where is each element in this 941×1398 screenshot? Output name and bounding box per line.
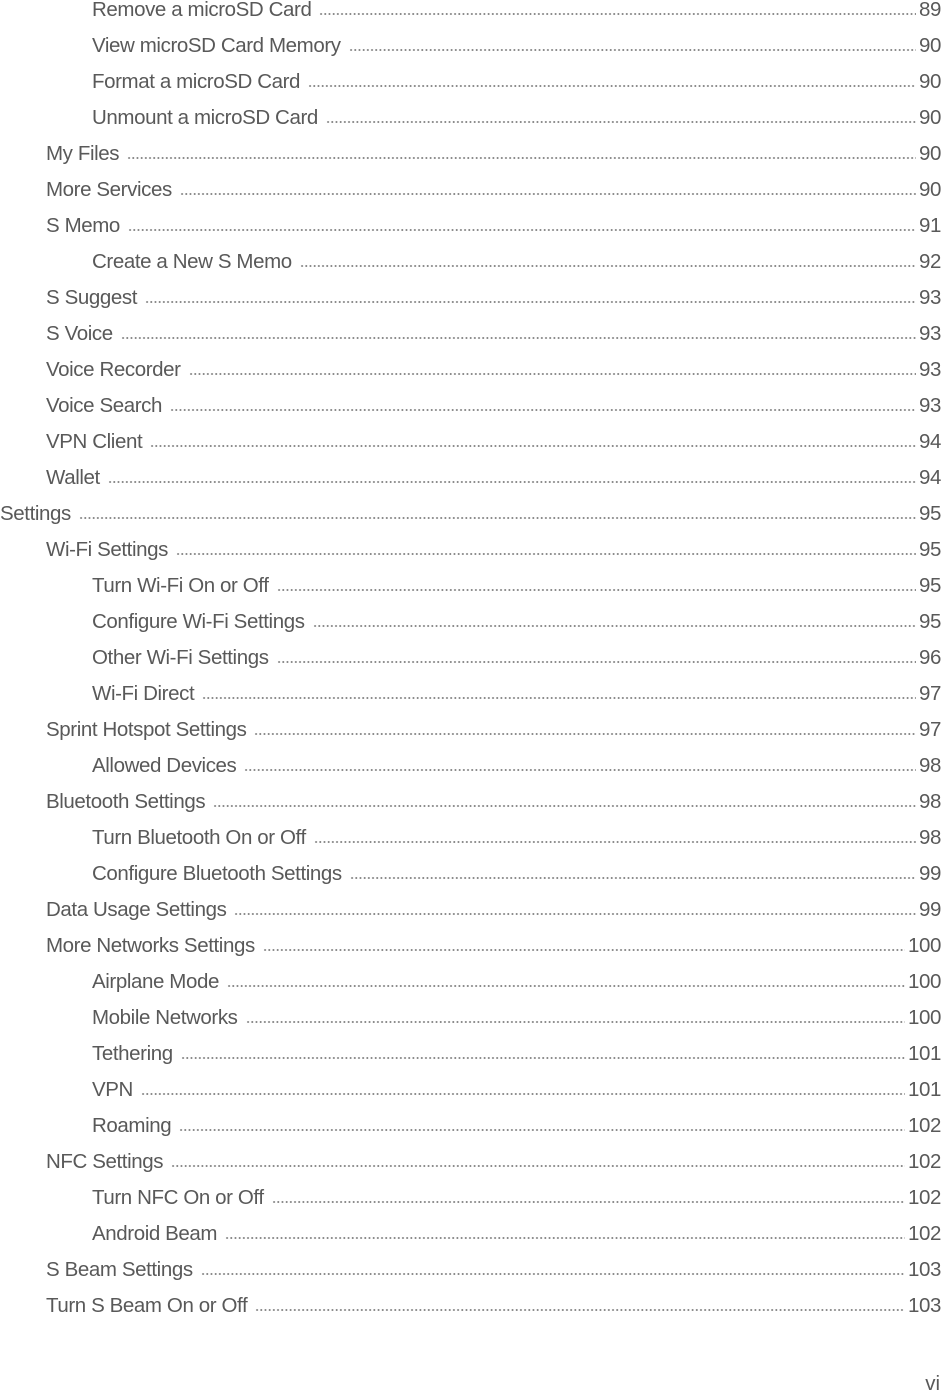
dot-leader (79, 517, 916, 519)
toc-entry[interactable] (0, 964, 941, 1000)
dot-leader (314, 841, 916, 843)
toc-entry-title: NFC Settings (46, 1150, 164, 1173)
toc-entry-title: Data Usage Settings (46, 898, 227, 921)
toc-entry-title: View microSD Card Memory (92, 34, 341, 57)
toc-entry[interactable] (0, 28, 941, 64)
toc-entry-title: Settings (0, 502, 71, 525)
dot-leader (225, 1237, 905, 1239)
toc-entry-page-number: 94 (918, 466, 941, 489)
toc-entry-page-number: 102 (907, 1150, 941, 1173)
dot-leader (308, 85, 916, 87)
toc-entry-title: S Memo (46, 214, 120, 237)
toc-entry-title: Format a microSD Card (92, 70, 301, 93)
toc-entry-title: Tethering (92, 1042, 173, 1065)
toc-entry[interactable] (0, 1288, 941, 1324)
toc-entry-page-number: 95 (918, 610, 941, 633)
toc-entry-title: S Voice (46, 322, 113, 345)
page-number: vi (925, 1372, 940, 1395)
dot-leader (263, 949, 905, 951)
toc-entry[interactable] (0, 1036, 941, 1072)
toc-entry[interactable] (0, 136, 941, 172)
toc-entry[interactable] (0, 712, 941, 748)
toc-entry-page-number: 93 (918, 358, 941, 381)
toc-entry-title: VPN Client (46, 430, 143, 453)
toc-entry[interactable] (0, 1000, 941, 1036)
toc-entry-title: Wallet (46, 466, 100, 489)
toc-entry-page-number: 100 (907, 934, 941, 957)
toc-entry-title: Voice Recorder (46, 358, 181, 381)
dot-leader (272, 1201, 905, 1203)
dot-leader (319, 13, 916, 15)
toc-entry-title: More Services (46, 178, 172, 201)
toc-entry-page-number: 99 (918, 862, 941, 885)
toc-entry-title: Bluetooth Settings (46, 790, 206, 813)
dot-leader (234, 913, 916, 915)
toc-entry-page-number: 93 (918, 394, 941, 417)
toc-entry[interactable] (0, 1180, 941, 1216)
toc-entry[interactable] (0, 1072, 941, 1108)
dot-leader (201, 1273, 905, 1275)
toc-entry-page-number: 99 (918, 898, 941, 921)
toc-entry-page-number: 100 (907, 970, 941, 993)
dot-leader (202, 697, 916, 699)
toc-entry-page-number: 95 (918, 502, 941, 525)
toc-entry-title: Sprint Hotspot Settings (46, 718, 247, 741)
toc-entry-page-number: 102 (907, 1222, 941, 1245)
toc-entry-title: Voice Search (46, 394, 162, 417)
toc-entry[interactable] (0, 892, 941, 928)
toc-entry-title: Airplane Mode (92, 970, 219, 993)
toc-entry[interactable] (0, 532, 941, 568)
dot-leader (141, 1093, 905, 1095)
dot-leader (181, 1057, 905, 1059)
toc-entry-page-number: 90 (918, 34, 941, 57)
toc-entry[interactable] (0, 280, 941, 316)
dot-leader (128, 229, 916, 231)
toc-entry[interactable] (0, 1144, 941, 1180)
toc-entry[interactable] (0, 784, 941, 820)
toc-entry-page-number: 93 (918, 322, 941, 345)
dot-leader (313, 625, 916, 627)
toc-entry[interactable] (0, 820, 941, 856)
toc-entry-page-number: 95 (918, 538, 941, 561)
toc-entry[interactable] (0, 856, 941, 892)
toc-entry-page-number: 93 (918, 286, 941, 309)
toc-entry[interactable] (0, 64, 941, 100)
dot-leader (213, 805, 916, 807)
dot-leader (180, 193, 916, 195)
toc-entry[interactable] (0, 748, 941, 784)
toc-entry-title: Wi-Fi Settings (46, 538, 168, 561)
dot-leader (121, 337, 916, 339)
dot-leader (326, 121, 916, 123)
dot-leader (150, 445, 916, 447)
toc-entry-title: More Networks Settings (46, 934, 255, 957)
dot-leader (277, 589, 916, 591)
dot-leader (255, 1309, 905, 1311)
toc-entry[interactable] (0, 676, 941, 712)
toc-entry-title: My Files (46, 142, 120, 165)
toc-entry-title: Other Wi-Fi Settings (92, 646, 269, 669)
toc-entry-title: Configure Wi-Fi Settings (92, 610, 305, 633)
toc-entry-title: Remove a microSD Card (92, 0, 312, 21)
toc-entry-title: Wi-Fi Direct (92, 682, 195, 705)
toc-entry[interactable] (0, 424, 941, 460)
toc-entry-page-number: 97 (918, 682, 941, 705)
toc-entry[interactable] (0, 244, 941, 280)
toc-entry[interactable] (0, 100, 941, 136)
toc-entry-page-number: 98 (918, 754, 941, 777)
toc-entry-page-number: 90 (918, 106, 941, 129)
toc-entry-page-number: 89 (918, 0, 941, 21)
dot-leader (246, 1021, 905, 1023)
dot-leader (171, 1165, 905, 1167)
toc-entry-title: S Beam Settings (46, 1258, 193, 1281)
toc-entry-page-number: 103 (907, 1258, 941, 1281)
toc-entry-page-number: 101 (907, 1078, 941, 1101)
toc-entry[interactable] (0, 640, 941, 676)
toc-entry-page-number: 90 (918, 142, 941, 165)
dot-leader (349, 49, 916, 51)
toc-entry-title: Allowed Devices (92, 754, 237, 777)
toc-entry[interactable] (0, 172, 941, 208)
toc-entry-page-number: 97 (918, 718, 941, 741)
toc-entry-page-number: 90 (918, 70, 941, 93)
dot-leader (176, 553, 916, 555)
toc-entry[interactable] (0, 604, 941, 640)
toc-entry[interactable] (0, 1108, 941, 1144)
dot-leader (189, 373, 916, 375)
dot-leader (108, 481, 916, 483)
toc-entry[interactable] (0, 352, 941, 388)
toc-entry-title: Configure Bluetooth Settings (92, 862, 342, 885)
toc-entry-title: Turn Wi-Fi On or Off (92, 574, 269, 597)
toc-entry[interactable] (0, 928, 941, 964)
toc-entry-page-number: 100 (907, 1006, 941, 1029)
toc-entry-title: S Suggest (46, 286, 137, 309)
toc-entry[interactable] (0, 0, 941, 28)
toc-entry-page-number: 90 (918, 178, 941, 201)
toc-entry-page-number: 92 (918, 250, 941, 273)
toc-entry[interactable] (0, 388, 941, 424)
toc-entry-page-number: 98 (918, 826, 941, 849)
dot-leader (179, 1129, 905, 1131)
toc-entry-title: Android Beam (92, 1222, 218, 1245)
dot-leader (127, 157, 916, 159)
toc-entry[interactable] (0, 208, 941, 244)
toc-entry-title: Turn Bluetooth On or Off (92, 826, 306, 849)
toc-entry-title: VPN (92, 1078, 133, 1101)
toc-entry-title: Mobile Networks (92, 1006, 238, 1029)
dot-leader (300, 265, 916, 267)
toc-entry-page-number: 103 (907, 1294, 941, 1317)
toc-entry-page-number: 96 (918, 646, 941, 669)
toc-entry[interactable] (0, 460, 941, 496)
toc-entry-title: Create a New S Memo (92, 250, 292, 273)
toc-entry-page-number: 95 (918, 574, 941, 597)
toc-entry-page-number: 102 (907, 1114, 941, 1137)
dot-leader (277, 661, 916, 663)
toc-entry[interactable] (0, 568, 941, 604)
toc-entry[interactable] (0, 316, 941, 352)
dot-leader (350, 877, 916, 879)
toc-entry-title: Turn S Beam On or Off (46, 1294, 248, 1317)
toc-entry-title: Unmount a microSD Card (92, 106, 318, 129)
toc-entry-page-number: 101 (907, 1042, 941, 1065)
dot-leader (227, 985, 905, 987)
toc-entry-page-number: 91 (918, 214, 941, 237)
toc-entry-page-number: 102 (907, 1186, 941, 1209)
toc-entry[interactable] (0, 1216, 941, 1252)
dot-leader (170, 409, 916, 411)
toc-entry-page-number: 94 (918, 430, 941, 453)
dot-leader (145, 301, 916, 303)
dot-leader (244, 769, 916, 771)
toc-entry[interactable] (0, 496, 941, 532)
toc-entry-title: Turn NFC On or Off (92, 1186, 264, 1209)
toc-entry[interactable] (0, 1252, 941, 1288)
toc-entry-title: Roaming (92, 1114, 172, 1137)
dot-leader (254, 733, 916, 735)
toc-entry-page-number: 98 (918, 790, 941, 813)
